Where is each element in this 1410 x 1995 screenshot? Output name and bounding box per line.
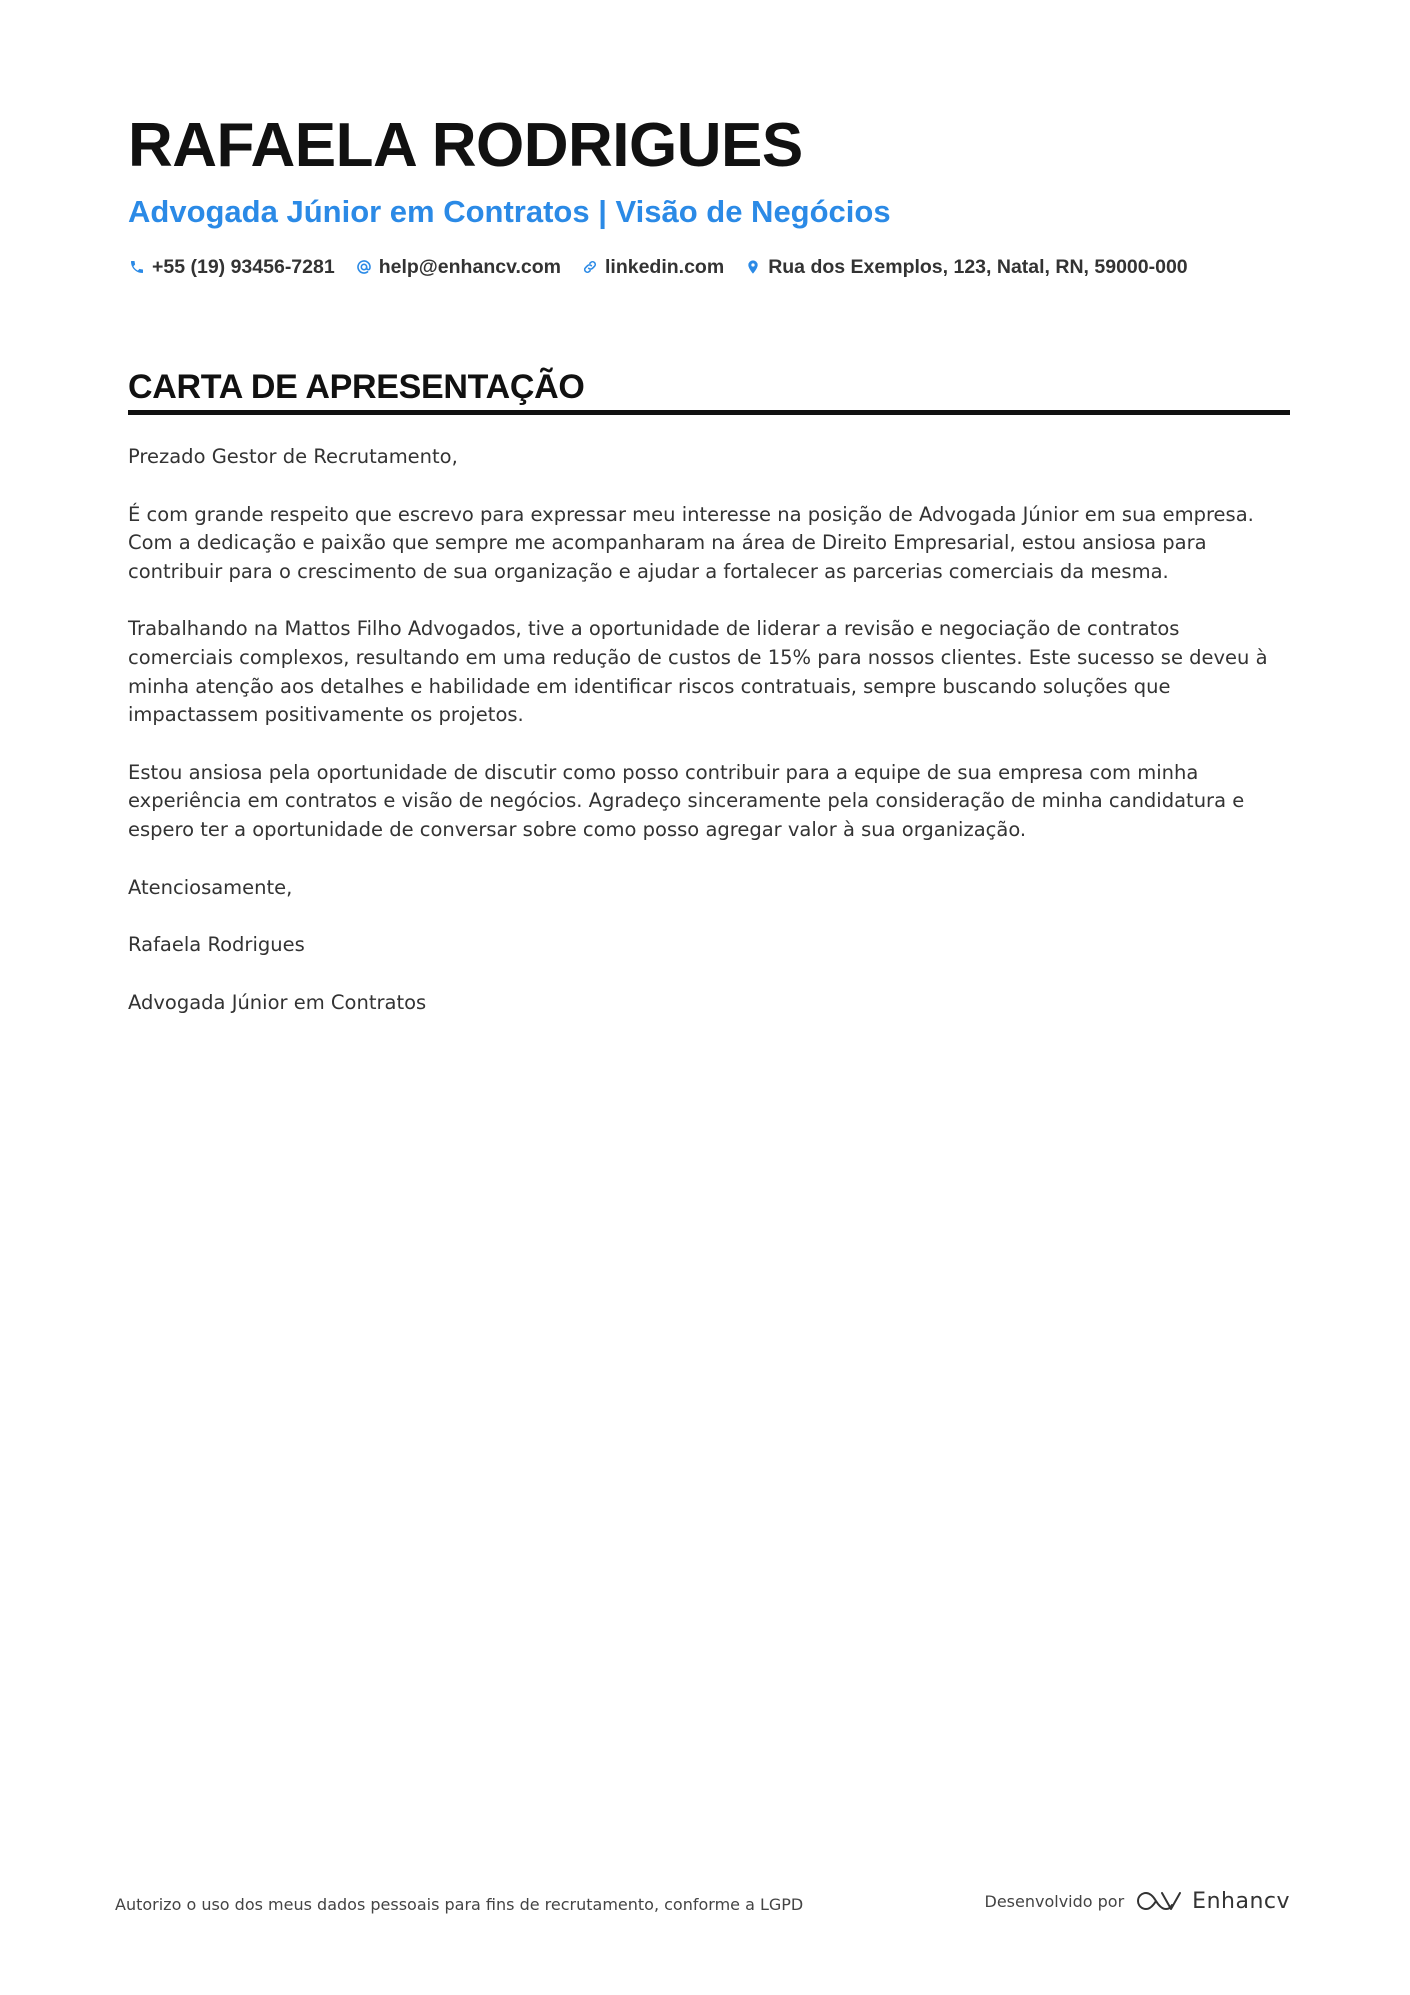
candidate-role: Advogada Júnior em Contratos | Visão de Negócios bbox=[128, 194, 891, 229]
contact-email[interactable] bbox=[355, 254, 561, 280]
cover-letter-section bbox=[128, 366, 1290, 1046]
letter-paragraph-3: Estou ansiosa pela oportunidade de discutir como posso contribuir para a equipe de sua empresa com minha experiência em contratos e visão de negócios. Agradeço sinceramente pela consideração de minha candidatura e espero ter a oportunidade de conversar sobre como posso agregar valor à sua organização. bbox=[128, 760, 1245, 841]
letter-greeting: Prezado Gestor de Recrutamento, bbox=[128, 445, 458, 468]
letter-body bbox=[128, 443, 1290, 1017]
at-icon bbox=[355, 258, 373, 276]
section-title: CARTA DE APRESENTAÇÃO bbox=[128, 366, 1290, 415]
powered-by-label: Desenvolvido por bbox=[984, 1891, 1125, 1911]
powered-by[interactable] bbox=[985, 1888, 1290, 1914]
contact-list bbox=[128, 254, 1288, 280]
signature-title: Advogada Júnior em Contratos bbox=[128, 990, 427, 1014]
contact-phone-text: +55 (19) 93456-7281 bbox=[152, 256, 335, 278]
letter-closing: Atenciosamente, bbox=[128, 875, 293, 899]
contact-phone bbox=[128, 254, 335, 280]
contact-address bbox=[744, 254, 1187, 280]
contact-email-text[interactable]: help@enhancv.com bbox=[378, 256, 561, 278]
consent-note: Autorizo o uso dos meus dados pessoais para fins de recrutamento, conforme a LGPD bbox=[115, 1895, 804, 1914]
candidate-name: RAFAELA RODRIGUES bbox=[128, 111, 803, 180]
letter-paragraph-1: É com grande respeito que escrevo para expressar meu interesse na posição de Advogada Júnior em sua empresa. Com a dedicação e paixão que sempre me acompanharam na área de Direito Empresarial, estou ansiosa para contribuir para o crescimento de sua organização e ajudar a fortalecer as parcerias comerciais da mesma. bbox=[128, 502, 1254, 583]
letter-paragraph-2: Trabalhando na Mattos Filho Advogados, tive a oportunidade de liderar a revisão e negociação de contratos comerciais complexos, resultando em uma redução de custos de 15% para nossos clientes. Este sucesso se deveu à minha atenção aos detalhes e habilidade em identificar riscos contratuais, sempre buscando soluções que impactassem positivamente os projetos. bbox=[128, 617, 1268, 727]
enhancv-brand-name: Enhancv bbox=[1192, 1888, 1290, 1914]
header bbox=[128, 108, 1288, 280]
contact-linkedin-text[interactable]: linkedin.com bbox=[604, 256, 725, 278]
phone-icon bbox=[128, 258, 146, 276]
location-pin-icon bbox=[744, 258, 762, 276]
enhancv-logo-icon bbox=[1136, 1888, 1182, 1914]
link-icon bbox=[581, 258, 599, 276]
contact-linkedin[interactable] bbox=[581, 254, 724, 280]
signature-name: Rafaela Rodrigues bbox=[128, 933, 305, 957]
contact-address-text: Rua dos Exemplos, 123, Natal, RN, 59000-000 bbox=[768, 256, 1188, 278]
